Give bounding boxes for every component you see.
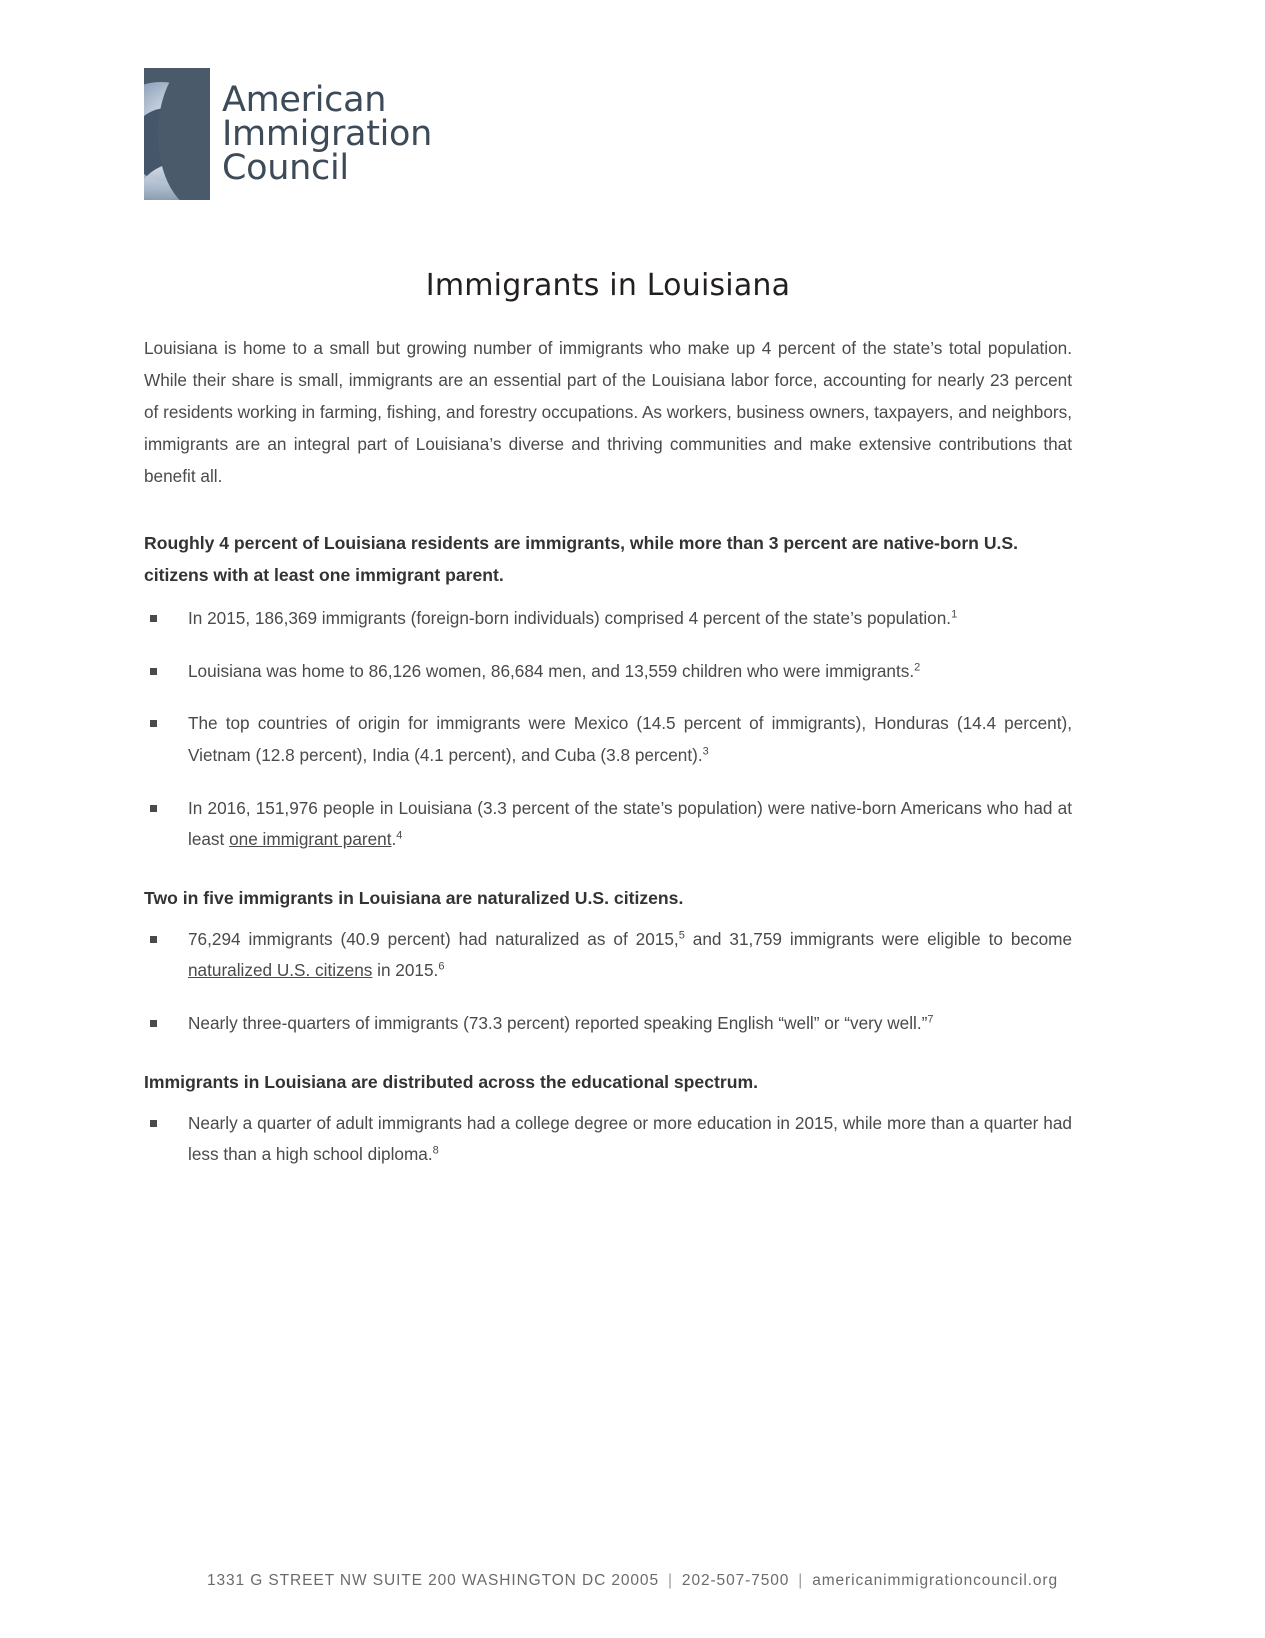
page-title: Immigrants in Louisiana [425, 268, 791, 303]
intro-paragraph: Louisiana is home to a small but growing number of immigrants who make up 4 percent of the state’s total population. While their share is small, immigrants are an essential part of the Louisiana labor force, accounting for nearly 23 percent of residents working in farming, fishing, and forestry occupations. As workers, business owners, taxpayers, and neighbors, immigrants are an integral part of Louisiana’s diverse and thriving communities and make extensive contributions that benefit all. [144, 338, 1072, 486]
bullet-list-2 [144, 924, 1072, 1040]
organization-logo [144, 68, 432, 200]
one-immigrant-parent-link[interactable]: one immigrant parent [229, 829, 392, 850]
list-item [144, 1008, 1072, 1040]
logo-wordmark [222, 68, 432, 200]
logo-line-immigration: Immigration [222, 113, 433, 154]
section-heading-2: Two in five immigrants in Louisiana are naturalized U.S. citizens. [144, 887, 684, 908]
footer-separator-2: | [798, 1572, 804, 1589]
list-item [144, 1108, 1072, 1171]
bullet-text: The top countries of origin for immigrants were Mexico (14.5 percent of immigrants), Honduras (14.4 percent), Vietnam (12.8 percent), India (4.1 percent), and Cuba (3.8 percent). [188, 713, 1072, 765]
bullet-list-3 [144, 1108, 1072, 1171]
footnote-marker: 7 [927, 1013, 934, 1026]
footnote-marker: 8 [432, 1144, 439, 1157]
footnote-marker: 3 [702, 745, 709, 758]
bullet-square-icon [150, 805, 157, 812]
naturalized-us-citizens-link[interactable]: naturalized U.S. citizens [188, 960, 373, 981]
list-item [144, 924, 1072, 987]
bullet-text: In 2016, 151,976 people in Louisiana (3.3 percent of the state’s population) were native-born Americans who had at least [188, 797, 1072, 850]
footnote-marker: 6 [438, 960, 445, 973]
logo-line-council: Council [222, 148, 349, 189]
bullet-text: Louisiana was home to 86,126 women, 86,684 men, and 13,559 children who were immigrants. [188, 660, 915, 681]
bullet-text: 76,294 immigrants (40.9 percent) had naturalized as of 2015, [188, 928, 679, 949]
section-heading-3: Immigrants in Louisiana are distributed across the educational spectrum. [144, 1071, 758, 1092]
list-item [144, 793, 1072, 856]
logo-line-american: American [222, 79, 387, 120]
list-item [144, 656, 1072, 688]
footnote-marker: 5 [678, 929, 685, 942]
bullet-text-tail: . [391, 829, 397, 850]
bullet-square-icon [150, 720, 157, 727]
bullet-square-icon [150, 1020, 157, 1027]
footnote-marker: 4 [396, 829, 403, 842]
bullet-text-mid: and 31,759 immigrants were eligible to become [684, 928, 1073, 949]
footnote-marker: 1 [951, 608, 958, 621]
footer-separator-1: | [667, 1572, 673, 1589]
footnote-marker: 2 [914, 660, 921, 673]
bullet-text: Nearly a quarter of adult immigrants had a college degree or more education in 2015, while more than a quarter had less than a high school diploma. [188, 1112, 1072, 1165]
section-heading-1: Roughly 4 percent of Louisiana residents are immigrants, while more than 3 percent are native-born U.S. citizens with at least one immigrant parent. [144, 532, 1019, 585]
bullet-square-icon [150, 1120, 157, 1127]
bullet-text: Nearly three-quarters of immigrants (73.3 percent) reported speaking English “well” or “very well.” [188, 1013, 928, 1034]
bullet-text-tail: in 2015. [372, 960, 439, 981]
bullet-square-icon [150, 615, 157, 622]
footer-website: americanimmigrationcouncil.org [812, 1572, 1058, 1589]
document-body [144, 268, 1072, 1197]
list-item [144, 603, 1072, 635]
list-item [144, 708, 1072, 771]
bullet-list-1 [144, 603, 1072, 856]
page-footer [0, 1572, 1265, 1590]
bullet-text: In 2015, 186,369 immigrants (foreign-born individuals) comprised 4 percent of the state’s population. [188, 607, 952, 628]
footer-address: 1331 G STREET NW SUITE 200 WASHINGTON DC 20005 [206, 1572, 659, 1589]
footer-phone: 202-507-7500 [681, 1572, 790, 1589]
bullet-square-icon [150, 936, 157, 943]
council-swoosh-icon [144, 68, 210, 200]
bullet-square-icon [150, 668, 157, 675]
